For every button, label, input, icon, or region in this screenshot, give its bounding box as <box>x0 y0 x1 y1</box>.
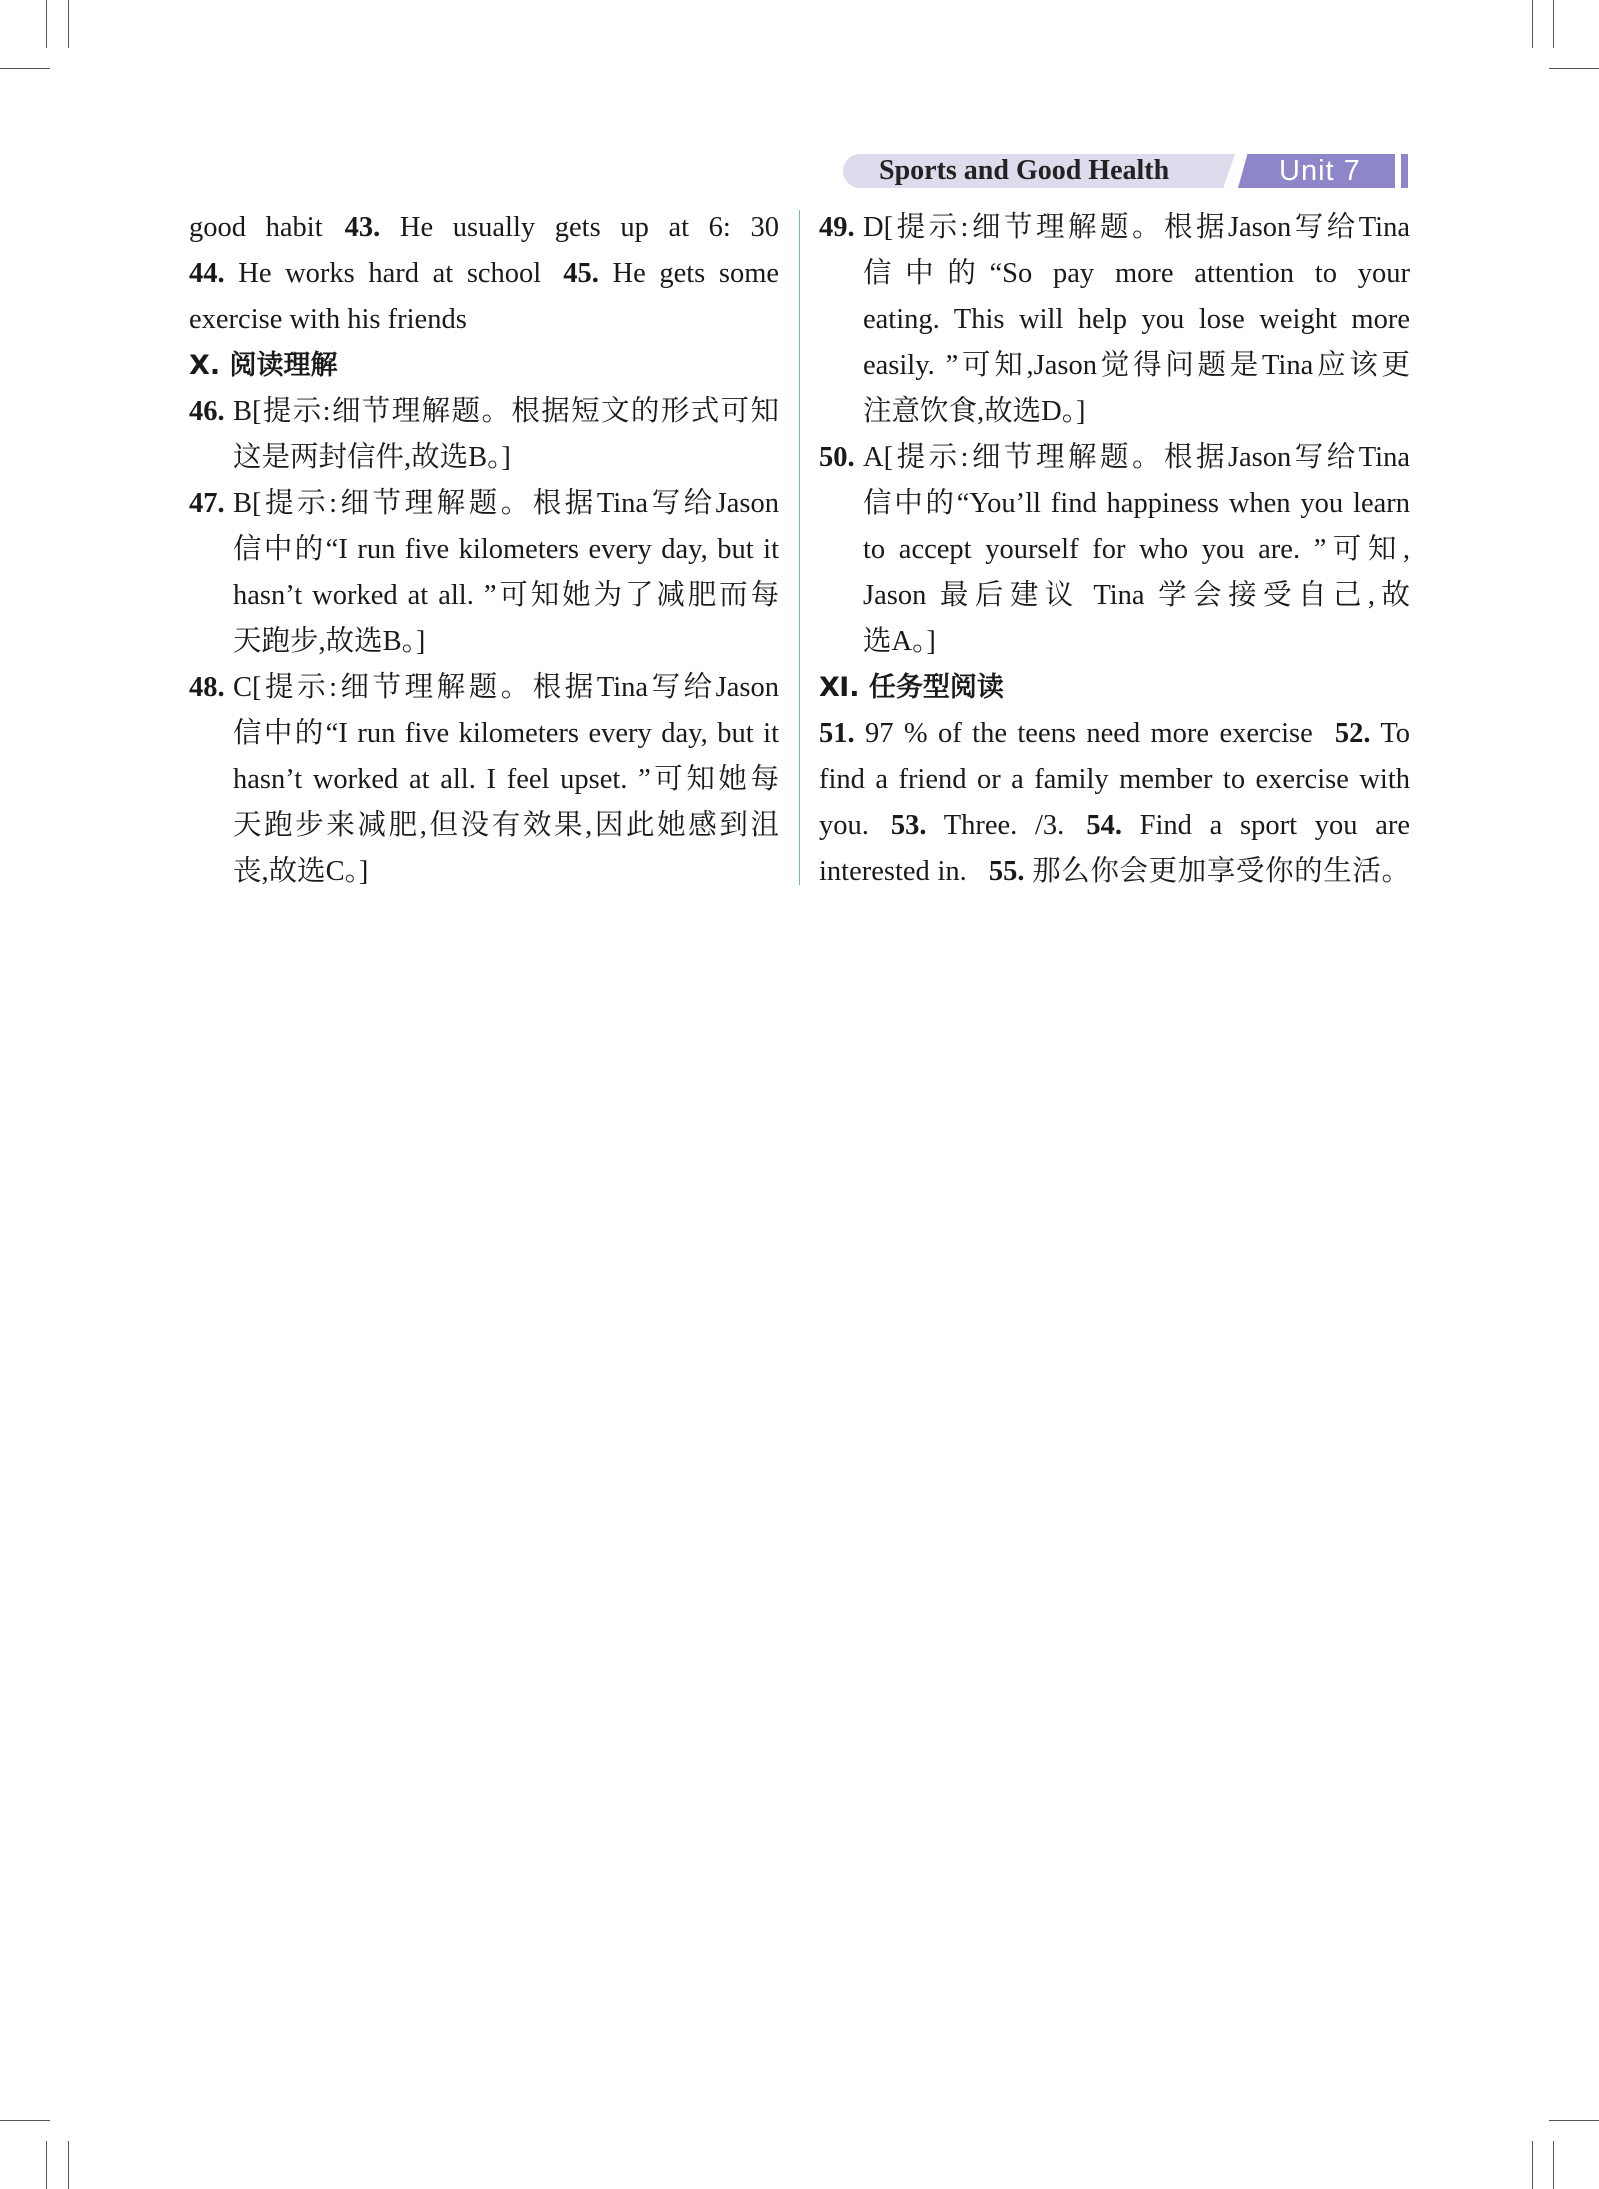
answer-text: 信中的“I run five kilometers every day, but it <box>233 534 779 565</box>
answer-item-50 <box>819 435 1410 665</box>
answer-text: He works hard at school <box>238 258 542 289</box>
answer-text: He usually gets up at 6: 30 <box>399 212 779 243</box>
header-title: Sports and Good Health <box>879 155 1170 186</box>
question-number: 52. <box>1334 718 1371 749</box>
question-number: 50. <box>819 442 855 473</box>
answer-item-46 <box>189 389 779 481</box>
section-heading: Ⅺ. 任务型阅读 <box>819 672 1004 703</box>
answer-text: to accept yourself for who you are. ”可知, <box>863 534 1410 565</box>
crop-mark <box>1553 0 1554 48</box>
crop-mark <box>1549 68 1599 69</box>
crop-mark <box>46 2141 47 2189</box>
answer-text: A[提示:细节理解题。根据Jason写给Tina <box>863 442 1410 473</box>
answer-text: 选A。] <box>863 626 936 657</box>
answer-text: 97 % of the teens need more exercise <box>865 718 1313 749</box>
answer-text: 这是两封信件,故选B。] <box>233 442 511 473</box>
right-column <box>819 205 1410 895</box>
header-unit-bar <box>1401 154 1408 188</box>
answer-text: B[提示:细节理解题。根据Tina写给Jason <box>233 488 779 519</box>
crop-mark <box>0 2120 50 2121</box>
answer-text: 信中的“I run five kilometers every day, but it <box>233 718 779 749</box>
answer-text: easily. ”可知,Jason觉得问题是Tina应该更 <box>863 350 1410 381</box>
answer-text: C[提示:细节理解题。根据Tina写给Jason <box>233 672 779 703</box>
crop-mark <box>68 2141 69 2189</box>
answer-item-49 <box>819 205 1410 435</box>
question-number: 46. <box>189 396 225 427</box>
answer-text: To <box>1380 718 1410 749</box>
answer-line <box>819 711 1410 757</box>
answer-line: find a friend or a family member to exercise with <box>819 764 1410 795</box>
answer-text: 注意饮食,故选D。] <box>863 396 1086 427</box>
answer-text: 信中的“So pay more attention to your <box>863 258 1410 289</box>
section-heading: Ⅹ. 阅读理解 <box>189 350 338 381</box>
answer-item-47 <box>189 481 779 665</box>
left-column <box>189 205 779 895</box>
answer-line: exercise with his friends <box>189 304 467 335</box>
answer-text: Find a sport you are <box>1139 810 1410 841</box>
answer-text: D[提示:细节理解题。根据Jason写给Tina <box>863 212 1410 243</box>
crop-mark <box>1532 2141 1533 2189</box>
question-number: 45. <box>563 258 599 289</box>
answer-text: eating. This will help you lose weight more <box>863 304 1410 335</box>
answer-item-48 <box>189 665 779 895</box>
answer-text: 天跑步,故选B。] <box>233 626 426 657</box>
answer-line <box>189 205 779 251</box>
answer-line <box>819 803 1410 849</box>
answer-text: He gets some <box>612 258 780 289</box>
header-unit: Unit 7 <box>1279 155 1361 187</box>
crop-mark <box>46 0 47 48</box>
answer-text: Jason 最后建议 Tina 学会接受自己,故 <box>863 580 1410 611</box>
running-header <box>843 152 1408 188</box>
answer-line <box>189 251 779 297</box>
answer-text: B[提示:细节理解题。根据短文的形式可知 <box>233 396 779 427</box>
answer-text: hasn’t worked at all. I feel upset. ”可知她每 <box>233 764 779 795</box>
answer-text: Three. /3. <box>943 810 1065 841</box>
crop-mark <box>1553 2141 1554 2189</box>
question-number: 53. <box>890 810 927 841</box>
answer-line <box>819 849 1410 895</box>
question-number: 47. <box>189 488 225 519</box>
answer-text: hasn’t worked at all. ”可知她为了减肥而每 <box>233 580 779 611</box>
crop-mark <box>68 0 69 48</box>
question-number: 43. <box>344 212 381 243</box>
question-number: 54. <box>1086 810 1122 841</box>
column-divider <box>799 210 800 885</box>
crop-mark <box>1532 0 1533 48</box>
question-number: 49. <box>819 212 855 243</box>
answer-text: interested in. <box>819 856 967 887</box>
question-number: 55. <box>988 856 1025 887</box>
answer-text: you. <box>819 810 869 841</box>
answer-text: 天跑步来减肥,但没有效果,因此她感到沮 <box>233 810 779 841</box>
answer-text: 丧,故选C。] <box>233 856 369 887</box>
answer-text: 信中的“You’ll find happiness when you learn <box>863 488 1410 519</box>
question-number: 48. <box>189 672 225 703</box>
question-number: 44. <box>189 258 225 289</box>
question-number: 51. <box>819 718 855 749</box>
answer-text: good habit <box>189 212 323 243</box>
crop-mark <box>0 68 50 69</box>
answer-text: 那么你会更加享受你的生活。 <box>1032 856 1410 887</box>
crop-mark <box>1549 2120 1599 2121</box>
